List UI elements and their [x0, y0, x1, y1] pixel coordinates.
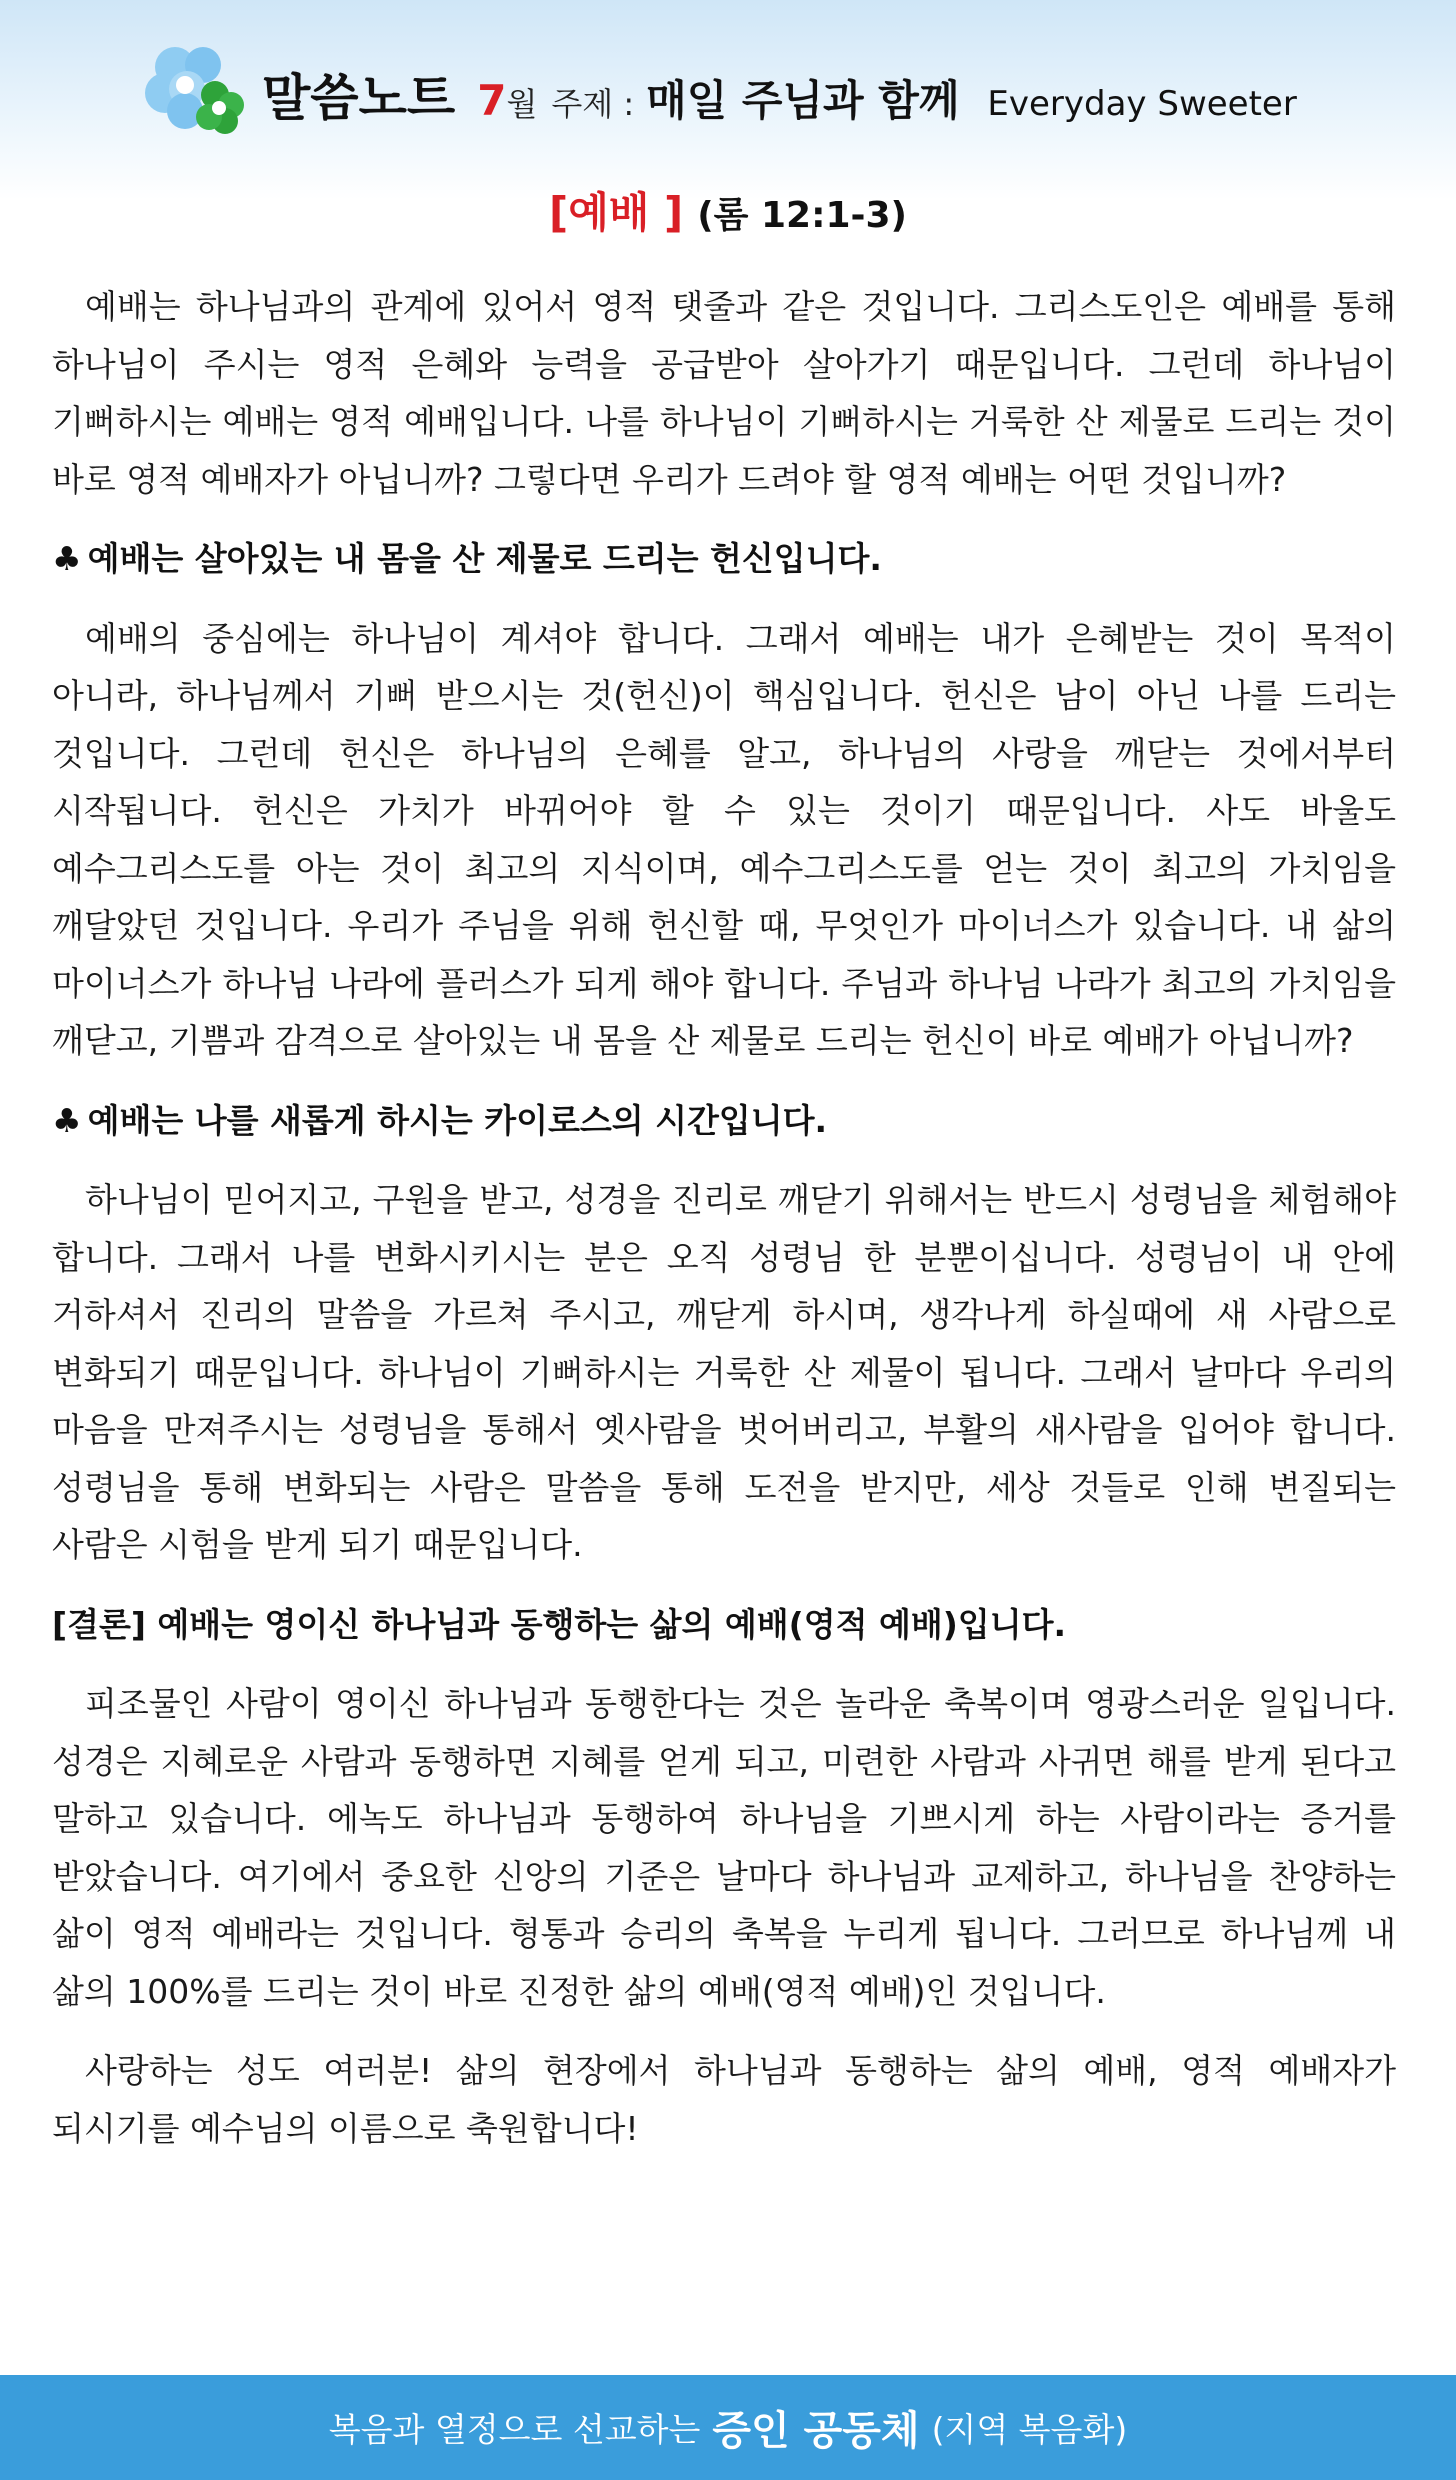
month-number: 7 — [477, 76, 507, 125]
footer-banner — [0, 2375, 1456, 2480]
conclusion-paragraph: 피조물인 사람이 영이신 하나님과 동행한다는 것은 놀라운 축복이며 영광스러운 일입니다. 성경은 지혜로운 사람과 동행하면 지혜를 얻게 되고, 미련한 사람과 사귀면 해를 받게 된다고 말하고 있습니다. 에녹도 하나님과 동행하여 하나님을 기쁘시게 하는 사람이라는 증거를 받았습니다. 여기에서 중요한 신앙의 기준은 날마다 하나님과 교제하고, 하나님을 찬양하는 삶이 영적 예배라는 것입니다. 형통과 승리의 축복을 누리게 됩니다. 그러므로 하나님께 내 삶의 100%를 드리는 것이 바로 진정한 삶의 예배(영적 예배)인 것입니다. — [52, 1684, 1396, 2011]
closing-paragraph: 사랑하는 성도 여러분! 삶의 현장에서 하나님과 동행하는 삶의 예배, 영적 예배자가 되시기를 예수님의 이름으로 축원합니다! — [52, 2051, 1396, 2148]
footer-community-name: 증인 공동체 — [712, 2408, 920, 2454]
header-title-line — [262, 58, 1297, 148]
sermon-title-text: [예배 ] — [549, 188, 684, 237]
sermon-title — [0, 180, 1456, 240]
theme-label: 주제 : — [551, 85, 635, 123]
point1-heading — [52, 530, 1396, 588]
footer-tail: (지역 복음화) — [931, 2410, 1128, 2449]
point1-paragraph: 예배의 중심에는 하나님이 계셔야 합니다. 그래서 예배는 내가 은혜받는 것이 목적이 아니라, 하나님께서 기뻐 받으시는 것(헌신)이 핵심입니다. 헌신은 남이 아닌 나를 드리는 것입니다. 그런데 헌신은 하나님의 은혜를 알고, 하나님의 사랑을 깨닫는 것에서부터 시작됩니다. 헌신은 가치가 바뀌어야 할 수 있는 것이기 때문입니다. 사도 바울도 예수그리스도를 아는 것이 최고의 지식이며, 예수그리스도를 얻는 것이 최고의 가치임을 깨달았던 것입니다. 우리가 주님을 위해 헌신할 때, 무엇인가 마이너스가 있습니다. 내 삶의 마이너스가 하나님 나라에 플러스가 되게 해야 합니다. 주님과 하나님 나라가 최고의 가치임을 깨닫고, 기쁨과 감격으로 살아있는 내 몸을 산 제물로 드리는 헌신이 바로 예배가 아닙니까? — [52, 618, 1396, 1060]
point1-heading-text: 예배는 살아있는 내 몸을 산 제물로 드리는 헌신입니다. — [87, 539, 882, 578]
brand-title: 말씀노트 — [262, 69, 456, 127]
month-label: 월 — [506, 85, 538, 123]
flower-logo-icon — [145, 45, 247, 135]
club-icon: ♣ — [52, 539, 82, 578]
sermon-body — [52, 278, 1396, 2157]
club-icon: ♣ — [52, 1100, 82, 1140]
point2-paragraph: 하나님이 믿어지고, 구원을 받고, 성경을 진리로 깨닫기 위해서는 반드시 성령님을 체험해야 합니다. 그래서 나를 변화시키시는 분은 오직 성령님 한 분뿐이십니다. 성령님이 내 안에 거하셔서 진리의 말씀을 가르쳐 주시고, 깨닫게 하시며, 생각나게 하실때에 새 사람으로 변화되기 때문입니다. 하나님이 기뻐하시는 거룩한 산 제물이 됩니다. 그래서 날마다 우리의 마음을 만져주시는 성령님을 통해서 옛사람을 벗어버리고, 부활의 새사람을 입어야 합니다. 성령님을 통해 변화되는 사람은 말씀을 통해 도전을 받지만, 세상 것들로 인해 변질되는 사람은 시험을 받게 되기 때문입니다. — [52, 1180, 1396, 1564]
scripture-reference: (롬 12:1-3) — [697, 195, 907, 236]
conclusion-heading: [결론] 예배는 영이신 하나님과 동행하는 삶의 예배(영적 예배)입니다. — [52, 1604, 1066, 1644]
point2-heading — [52, 1092, 1396, 1150]
theme-title: 매일 주님과 함께 — [646, 76, 960, 125]
point2-heading-text: 예배는 나를 새롭게 하시는 카이로스의 시간입니다. — [87, 1100, 828, 1140]
header-banner — [0, 0, 1456, 200]
theme-english: Everyday Sweeter — [987, 84, 1297, 124]
intro-paragraph: 예배는 하나님과의 관계에 있어서 영적 탯줄과 같은 것입니다. 그리스도인은 예배를 통해 하나님이 주시는 영적 은혜와 능력을 공급받아 살아가기 때문입니다. 그런데 하나님이 기뻐하시는 예배는 영적 예배입니다. 나를 하나님이 기뻐하시는 거룩한 산 제물로 드리는 것이 바로 영적 예배자가 아닙니까? 그렇다면 우리가 드려야 할 영적 예배는 어떤 것입니까? — [52, 287, 1396, 499]
footer-lead: 복음과 열정으로 선교하는 — [328, 2410, 701, 2449]
